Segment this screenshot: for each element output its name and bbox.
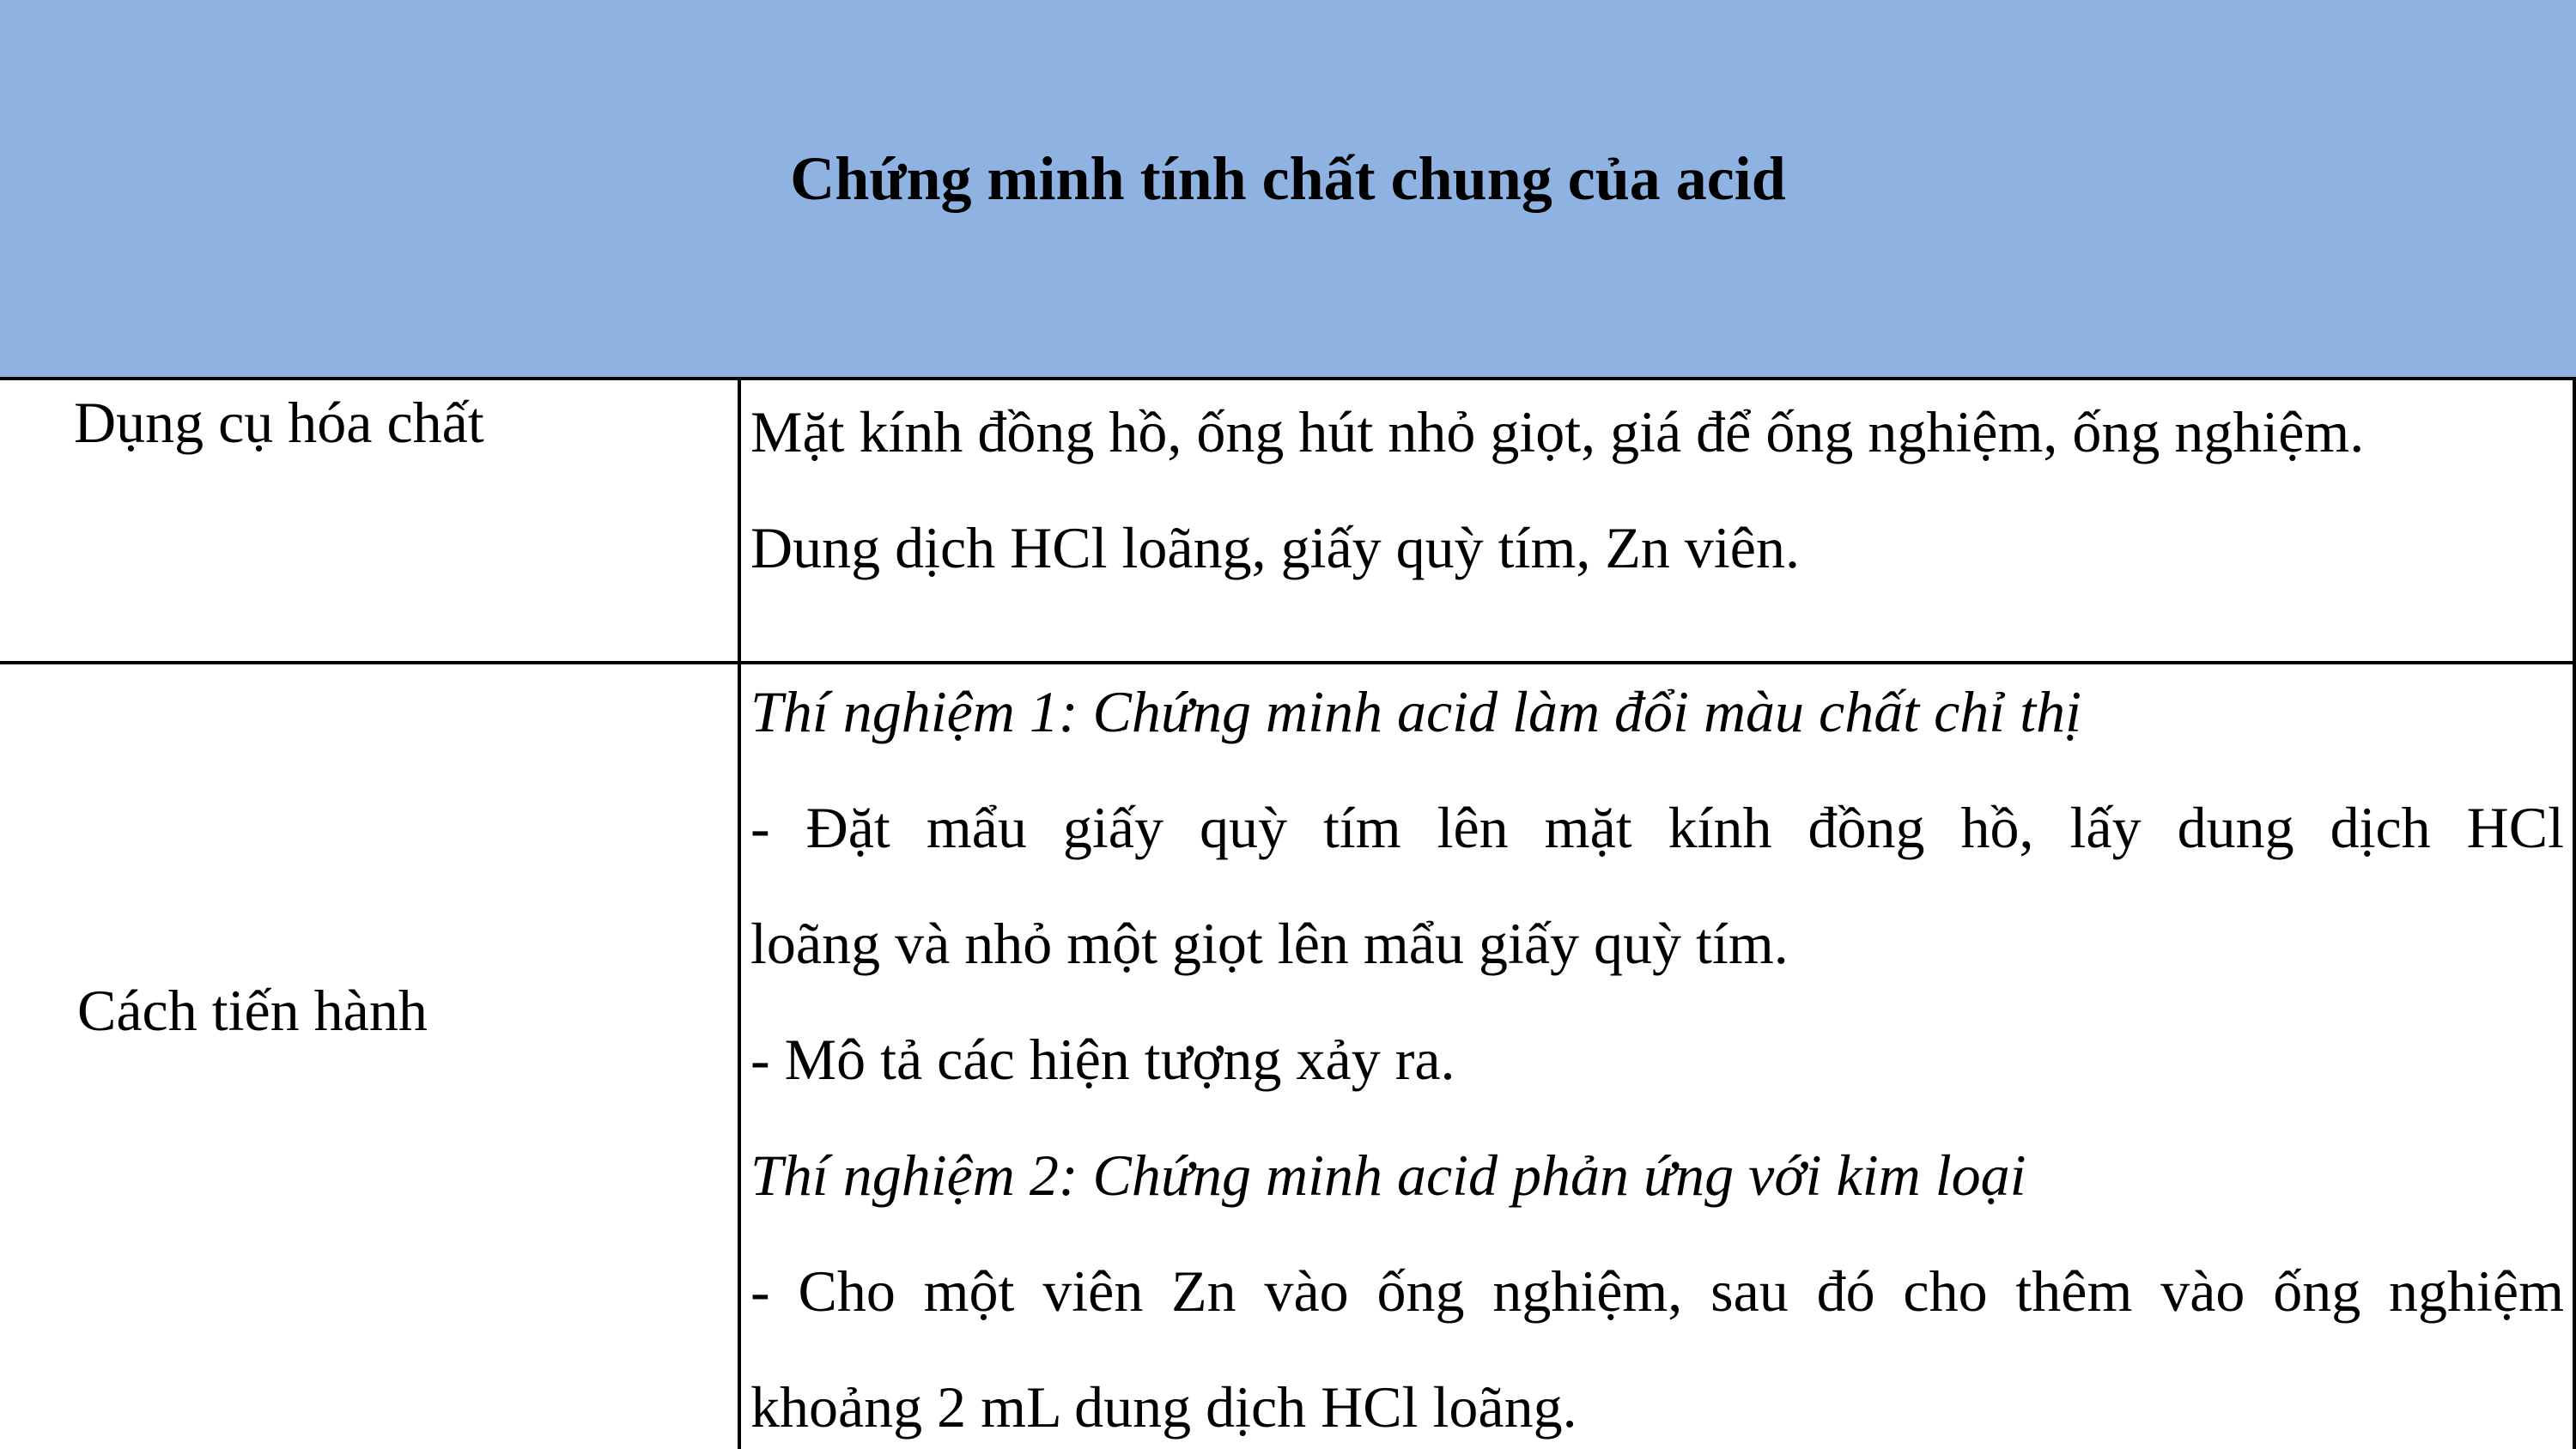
row-content-procedure — [750, 654, 2564, 1449]
content-line: - Mô tả các hiện tượng xảy ra. — [750, 1027, 1455, 1092]
row-label-procedure: Cách tiến hành — [77, 978, 428, 1043]
content-line: loãng và nhỏ một giọt lên mẩu giấy quỳ tím. — [750, 911, 1789, 976]
table-title: Chứng minh tính chất chung của acid — [790, 144, 1786, 213]
table-header — [0, 0, 2576, 380]
content-line: - Đặt mẩu giấy quỳ tím lên mặt kính đồng hồ, lấy dung dịch HCl — [750, 795, 2564, 860]
column-divider — [738, 380, 741, 1449]
content-line: - Cho một viên Zn vào ống nghiệm, sau đó cho thêm vào ống nghiệm — [750, 1258, 2564, 1324]
experiment-1-heading: Thí nghiệm 1: Chứng minh acid làm đổi màu chất chỉ thị — [750, 679, 2081, 744]
experiment-2-heading: Thí nghiệm 2: Chứng minh acid phản ứng với kim loại — [750, 1143, 2026, 1208]
table-right-border — [2573, 380, 2576, 1449]
content-line: Dung dịch HCl loãng, giấy quỳ tím, Zn viên. — [750, 515, 1800, 580]
content-line: Mặt kính đồng hồ, ống hút nhỏ giọt, giá để ống nghiệm, ống nghiệm. — [750, 399, 2365, 464]
content-line: khoảng 2 mL dung dịch HCl loãng. — [750, 1374, 1577, 1440]
row-content-equipment — [750, 374, 2564, 606]
row-label-equipment: Dụng cụ hóa chất — [74, 390, 484, 455]
